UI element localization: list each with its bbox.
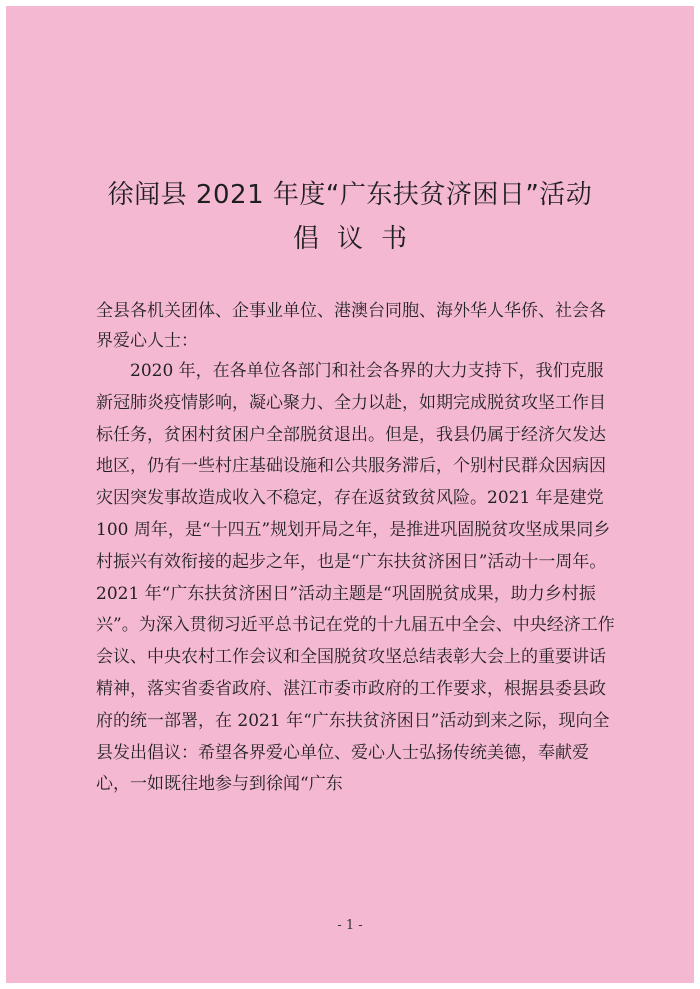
document-page [6, 6, 694, 983]
body-paragraph: 2020 年，在各单位各部门和社会各界的大力支持下，我们克服新冠肺炎疫情影响，凝心聚力、全力以赴，如期完成脱贫攻坚工作目标任务，贫困村贫困户全部脱贫退出。但是，我县仍属于经济欠发达地区，仍有一些村庄基础设施和公共服务滞后，个别村民群众因病因灾因突发事故造成收入不稳定，存在返贫致贫风险。2021 年是建党 100 周年，是“十四五”规划开局之年，是推进巩固脱贫攻坚成果同乡村振兴有效衔接的起步之年，也是“广东扶贫济困日”活动十一周年。2021 年“广东扶贫济困日”活动主题是“巩固脱贫成果，助力乡村振兴”。为深入贯彻习近平总书记在党的十九届五中全会、中央经济工作会议、中央农村工作会议和全国脱贫攻坚总结表彰大会上的重要讲话精神，落实省委省政府、湛江市委市政府的工作要求，根据县委县政府的统一部署，在 2021 年“广东扶贫济困日”活动到来之际，现向全县发出倡议：希望各界爱心单位、爱心人士弘扬传统美德，奉献爱心，一如既往地参与到徐闻“广东 [96, 361, 615, 795]
document-title: 徐闻县 2021 年度“广东扶贫济困日”活动 [107, 180, 593, 210]
page-number: - 1 - [337, 918, 363, 933]
document-subtitle: 倡议书 [292, 224, 425, 254]
salutation: 全县各机关团体、企事业单位、港澳台同胞、海外华人华侨、社会各界爱心人士： [96, 301, 606, 351]
